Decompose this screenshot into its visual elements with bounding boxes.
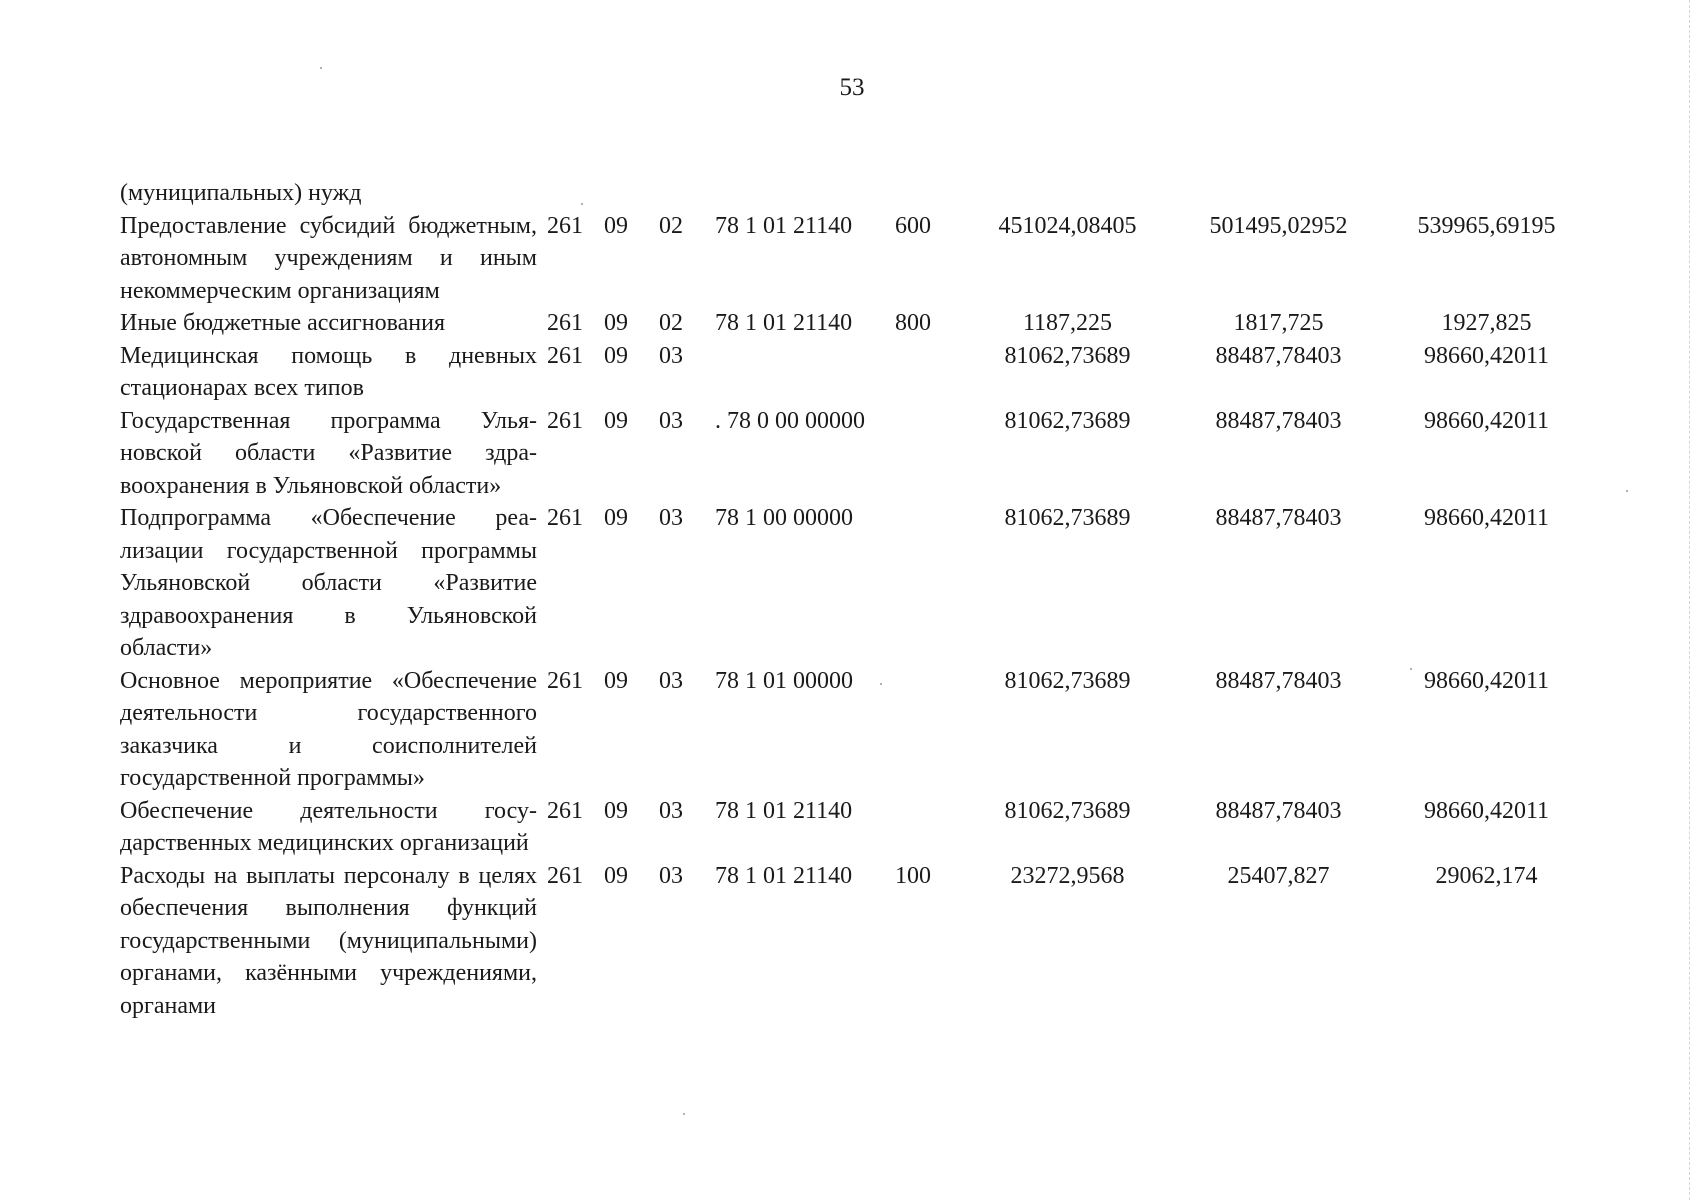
scan-speck <box>1410 668 1412 670</box>
target-article-cell: 78 1 01 21140 <box>715 310 853 336</box>
target-article-cell: 78 1 00 00000 <box>715 505 853 531</box>
amount-year3-cell <box>1384 177 1589 210</box>
grbs-cell: 261 <box>547 212 583 239</box>
table-row <box>120 665 1589 795</box>
section-cell: 09 <box>604 667 628 694</box>
table-row <box>120 340 1589 405</box>
subsection-cell: 03 <box>659 342 683 369</box>
amount-year1-cell: 81062,73689 <box>1004 667 1131 694</box>
amount-year2-cell: 1817,725 <box>1233 310 1324 336</box>
table-body <box>120 177 1589 1022</box>
expense-type-cell: 800 <box>895 310 931 336</box>
table-row <box>120 210 1589 308</box>
table-row <box>120 860 1589 1023</box>
amount-year3-cell: 539965,69195 <box>1417 212 1556 239</box>
amount-year1-cell <box>962 177 1173 210</box>
section-cell: 09 <box>604 407 628 434</box>
scan-speck <box>320 67 322 69</box>
amount-year2-cell: 25407,827 <box>1227 862 1330 889</box>
amount-year1-cell: 1187,225 <box>1022 310 1113 336</box>
target-article-cell: . 78 0 00 00000 <box>715 407 865 434</box>
section-cell: 09 <box>604 797 628 824</box>
scan-speck <box>683 1113 685 1115</box>
amount-year1-cell: 451024,08405 <box>998 212 1137 239</box>
amount-year1-cell: 81062,73689 <box>1004 407 1131 434</box>
table-row <box>120 307 1589 340</box>
amount-year3-cell: 98660,42011 <box>1423 797 1550 824</box>
amount-year2-cell: 88487,78403 <box>1215 407 1342 434</box>
row-name-cell: Медицинская помощь в дневных стационарах всех типов <box>120 342 537 401</box>
amount-year2-cell: 88487,78403 <box>1215 505 1342 531</box>
grbs-cell: 261 <box>547 667 583 694</box>
section-cell: 09 <box>604 212 628 239</box>
expense-type-cell <box>895 502 962 665</box>
expense-type-cell <box>895 795 962 860</box>
amount-year1-cell: 81062,73689 <box>1004 797 1131 824</box>
row-name-cell: Обеспечение деятельности государственных медицинских организаций <box>120 797 537 856</box>
section-cell: 09 <box>604 342 628 369</box>
subsection-cell <box>659 177 715 210</box>
subsection-cell: 02 <box>659 310 683 336</box>
grbs-cell: 261 <box>547 505 583 531</box>
target-article-cell <box>715 340 895 405</box>
amount-year2-cell <box>1173 177 1384 210</box>
grbs-cell <box>537 177 604 210</box>
amount-year2-cell: 88487,78403 <box>1215 667 1342 694</box>
target-article-cell: 78 1 01 21140 <box>715 212 853 239</box>
scan-speck <box>880 683 882 685</box>
row-name-cell: Государственная программа Ульяновской области «Развитие здравоохранения в Ульяновской области» <box>120 407 537 499</box>
page-number: 53 <box>839 74 865 101</box>
grbs-cell: 261 <box>547 407 583 434</box>
row-name-cell: (муниципальных) нужд <box>120 180 362 206</box>
table-row <box>120 795 1589 860</box>
row-name-cell: Подпрограмма «Обеспечение реализации государственной программы Ульяновской области «Развитие здравоохранения в Ульяновской области» <box>120 505 537 661</box>
grbs-cell: 261 <box>547 342 583 369</box>
amount-year3-cell: 1927,825 <box>1441 310 1532 336</box>
table-row <box>120 502 1589 665</box>
subsection-cell: 02 <box>659 212 683 239</box>
scan-speck <box>1626 490 1628 492</box>
amount-year1-cell: 81062,73689 <box>1004 342 1131 369</box>
expense-type-cell <box>895 177 962 210</box>
amount-year1-cell: 23272,9568 <box>1010 862 1125 889</box>
row-name-cell: Основное мероприятие «Обеспечение деятельности государственного заказчика и соисполнителей государственной программы» <box>120 667 537 791</box>
expense-type-cell: 600 <box>895 212 931 239</box>
table-row <box>120 405 1589 503</box>
amount-year3-cell: 98660,42011 <box>1423 505 1550 531</box>
section-cell: 09 <box>604 310 628 336</box>
amount-year3-cell: 98660,42011 <box>1423 342 1550 369</box>
grbs-cell: 261 <box>547 862 583 889</box>
scan-edge <box>1687 0 1690 1200</box>
section-cell <box>604 177 659 210</box>
subsection-cell: 03 <box>659 862 683 889</box>
target-article-cell: 78 1 01 21140 <box>715 797 853 824</box>
expense-type-cell: 100 <box>895 862 931 889</box>
row-name-cell: Предоставление субсидий бюджетным, автономным учреждениям и иным некоммерческим организациям <box>120 212 537 304</box>
row-name-cell: Иные бюджетные ассигнования <box>120 310 445 336</box>
amount-year2-cell: 501495,02952 <box>1209 212 1348 239</box>
target-article-cell <box>715 177 895 210</box>
row-name-cell: Расходы на выплаты персоналу в целях обеспечения выполнения функций государственными (муниципальными) органами, казёнными учреждениями, органами <box>120 862 537 1019</box>
amount-year1-cell: 81062,73689 <box>1004 505 1131 531</box>
subsection-cell: 03 <box>659 797 683 824</box>
section-cell: 09 <box>604 505 628 531</box>
amount-year3-cell: 98660,42011 <box>1423 407 1550 434</box>
amount-year2-cell: 88487,78403 <box>1215 797 1342 824</box>
subsection-cell: 03 <box>659 667 683 694</box>
subsection-cell: 03 <box>659 407 683 434</box>
amount-year3-cell: 98660,42011 <box>1423 667 1550 694</box>
expense-type-cell <box>895 340 962 405</box>
target-article-cell: 78 1 01 21140 <box>715 862 853 889</box>
amount-year2-cell: 88487,78403 <box>1215 342 1342 369</box>
budget-table <box>120 177 1589 1022</box>
subsection-cell: 03 <box>659 505 683 531</box>
table-row <box>120 177 1589 210</box>
grbs-cell: 261 <box>547 797 583 824</box>
expense-type-cell <box>895 665 962 795</box>
section-cell: 09 <box>604 862 628 889</box>
scan-speck <box>581 203 583 205</box>
target-article-cell: 78 1 01 00000 <box>715 667 853 694</box>
amount-year3-cell: 29062,174 <box>1435 862 1538 889</box>
expense-type-cell <box>895 405 962 503</box>
grbs-cell: 261 <box>547 310 583 336</box>
